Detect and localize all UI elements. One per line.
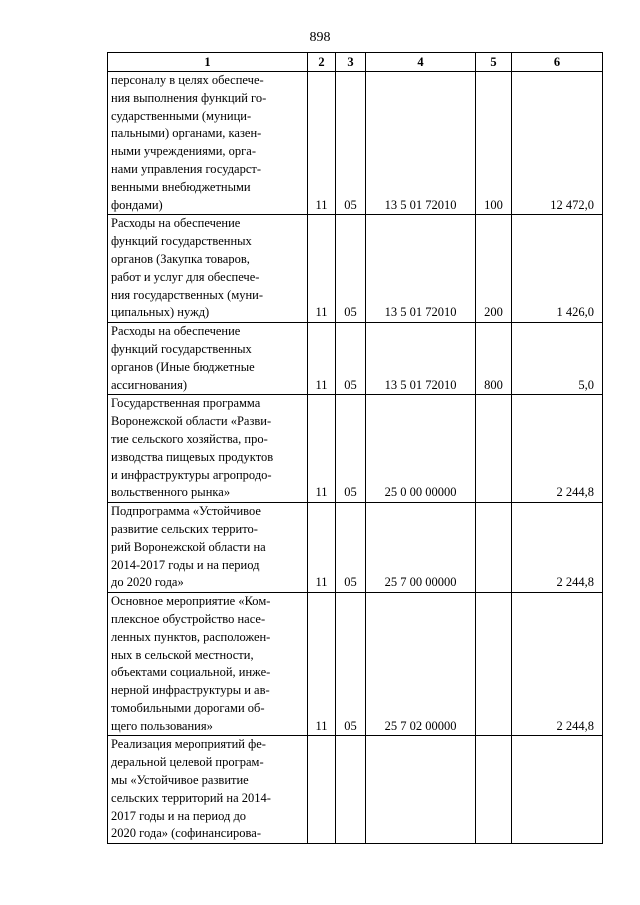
table-row: [108, 323, 603, 395]
description-line: персоналу в целях обеспече-: [111, 73, 264, 87]
description-line: Государственная программа: [111, 396, 261, 411]
description-line: фондами): [111, 197, 163, 212]
row-description: [108, 323, 308, 395]
expense-type-code: [476, 503, 512, 593]
description-line: мы «Устойчивое развитие: [111, 773, 249, 788]
expense-type-code: [476, 395, 512, 503]
row-description: [108, 736, 308, 844]
description-line: рий Воронежской области на: [111, 539, 266, 554]
header-col-2: 2: [308, 53, 336, 72]
description-line: сударственными (муници-: [111, 108, 252, 123]
target-article-code: 13 5 01 72010: [366, 215, 476, 323]
description-line: нерной инфраструктуры и ав-: [111, 683, 270, 698]
amount-value: 5,0: [512, 323, 603, 395]
description-line: объектами социальной, инже-: [111, 665, 271, 680]
description-line: развитие сельских террито-: [111, 521, 258, 536]
description-line: плексное обустройство насе-: [111, 611, 266, 626]
amount-value: 2 244,8: [512, 593, 603, 736]
row-description: [108, 395, 308, 503]
row-description: [108, 215, 308, 323]
target-article-code: [366, 736, 476, 844]
section-code: 11: [308, 215, 336, 323]
description-line: ными учреждениями, орга-: [111, 144, 257, 159]
description-line: ленных пунктов, расположен-: [111, 629, 271, 644]
expense-type-code: [476, 593, 512, 736]
description-line: ассигнования): [111, 377, 187, 392]
description-line: тие сельского хозяйства, про-: [111, 431, 268, 446]
expense-type-code: 100: [476, 72, 512, 215]
subsection-code: 05: [336, 395, 366, 503]
description-line: томобильными дорогами об-: [111, 700, 265, 715]
header-col-4: 4: [366, 53, 476, 72]
description-line: органов (Закупка товаров,: [111, 251, 250, 266]
page-number: 898: [309, 30, 331, 45]
description-line: Основное мероприятие «Ком-: [111, 594, 271, 609]
amount-value: 12 472,0: [512, 72, 603, 215]
description-line: Расходы на обеспечение: [111, 216, 241, 231]
description-line: нами управления государст-: [111, 161, 262, 176]
description-line: 2014-2017 годы и на период: [111, 557, 260, 572]
description-line: и инфраструктуры агропродо-: [111, 467, 272, 482]
description-line: ципальных) нужд): [111, 305, 210, 320]
expense-type-code: 200: [476, 215, 512, 323]
description-line: функций государственных: [111, 234, 252, 249]
row-description: [108, 503, 308, 593]
section-code: 11: [308, 323, 336, 395]
description-line: 2017 годы и на период до: [111, 808, 247, 823]
subsection-code: 05: [336, 72, 366, 215]
target-article-code: 13 5 01 72010: [366, 323, 476, 395]
subsection-code: [336, 736, 366, 844]
description-line: Подпрограмма «Устойчивое: [111, 504, 261, 519]
row-description: [108, 593, 308, 736]
description-line: ных в сельской местности,: [111, 647, 254, 662]
description-line: 2020 года» (софинансирова-: [111, 826, 261, 841]
subsection-code: 05: [336, 215, 366, 323]
description-line: Расходы на обеспечение: [111, 324, 241, 339]
table-row: [108, 215, 603, 323]
amount-value: 2 244,8: [512, 395, 603, 503]
amount-value: 1 426,0: [512, 215, 603, 323]
description-line: ния выполнения функций го-: [111, 90, 267, 105]
table-row: [108, 593, 603, 736]
table-row: [108, 72, 603, 215]
table-row: [108, 736, 603, 844]
target-article-code: 25 7 02 00000: [366, 593, 476, 736]
expense-type-code: 800: [476, 323, 512, 395]
header-col-3: 3: [336, 53, 366, 72]
subsection-code: 05: [336, 503, 366, 593]
section-code: 11: [308, 395, 336, 503]
description-line: щего пользования»: [111, 718, 213, 733]
budget-table: [107, 52, 603, 844]
expense-type-code: [476, 736, 512, 844]
description-line: Воронежской области «Разви-: [111, 414, 272, 429]
description-line: работ и услуг для обеспече-: [111, 269, 260, 284]
section-code: 11: [308, 593, 336, 736]
description-line: ния государственных (муни-: [111, 287, 264, 302]
section-code: 11: [308, 72, 336, 215]
description-line: пальными) органами, казен-: [111, 126, 262, 141]
description-line: венными внебюджетными: [111, 179, 251, 194]
subsection-code: 05: [336, 323, 366, 395]
subsection-code: 05: [336, 593, 366, 736]
amount-value: 2 244,8: [512, 503, 603, 593]
section-code: 11: [308, 503, 336, 593]
description-line: деральной целевой програм-: [111, 755, 264, 770]
header-col-6: 6: [512, 53, 603, 72]
description-line: вольственного рынка»: [111, 485, 231, 500]
target-article-code: 13 5 01 72010: [366, 72, 476, 215]
description-line: сельских территорий на 2014-: [111, 790, 271, 805]
description-line: до 2020 года»: [111, 575, 184, 590]
target-article-code: 25 7 00 00000: [366, 503, 476, 593]
table-row: [108, 395, 603, 503]
target-article-code: 25 0 00 00000: [366, 395, 476, 503]
header-col-5: 5: [476, 53, 512, 72]
description-line: функций государственных: [111, 341, 252, 356]
description-line: органов (Иные бюджетные: [111, 359, 255, 374]
section-code: [308, 736, 336, 844]
header-col-1: 1: [108, 53, 308, 72]
description-line: Реализация мероприятий фе-: [111, 737, 266, 752]
description-line: изводства пищевых продуктов: [111, 449, 274, 464]
amount-value: [512, 736, 603, 844]
header-row: [108, 53, 603, 72]
row-description: [108, 72, 308, 215]
table-row: [108, 503, 603, 593]
